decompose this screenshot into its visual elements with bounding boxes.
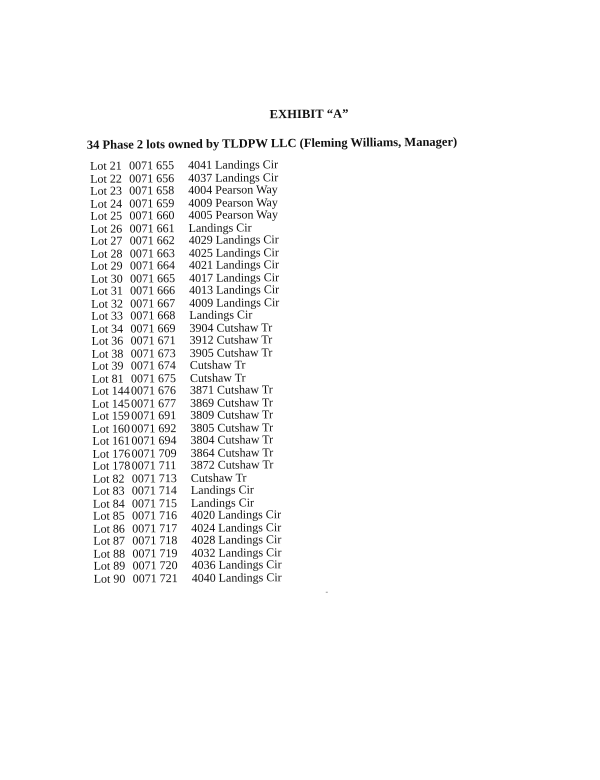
lot-number: Lot 39 bbox=[91, 358, 124, 373]
parcel-number: 0071 691 bbox=[131, 408, 177, 423]
parcel-number: 0071 714 bbox=[131, 483, 177, 498]
lot-number: Lot 144 bbox=[91, 383, 130, 398]
parcel-number: 0071 667 bbox=[130, 295, 176, 310]
lot-number: Lot 89 bbox=[93, 558, 126, 573]
parcel-number: 0071 669 bbox=[130, 320, 176, 335]
parcel-number: 0071 671 bbox=[130, 333, 176, 348]
lot-number: Lot 24 bbox=[90, 196, 123, 211]
lot-address: 4036 Landings Cir bbox=[191, 557, 282, 572]
scan-speck bbox=[326, 592, 328, 593]
lot-address: 3912 Cutshaw Tr bbox=[189, 332, 273, 347]
lot-number: Lot 86 bbox=[93, 521, 125, 536]
parcel-number: 0071 719 bbox=[132, 545, 178, 560]
lot-number: Lot 81 bbox=[91, 371, 124, 386]
lot-address: Landings Cir bbox=[190, 482, 254, 497]
parcel-number: 0071 668 bbox=[130, 308, 176, 323]
lot-number: Lot 176 bbox=[92, 445, 131, 461]
lot-address: 3809 Cutshaw Tr bbox=[190, 407, 273, 422]
lot-address: 4009 Landings Cir bbox=[189, 294, 280, 310]
lot-number: Lot 160 bbox=[92, 420, 131, 436]
parcel-number: 0071 656 bbox=[129, 170, 175, 185]
parcel-number: 0071 661 bbox=[129, 220, 175, 235]
lot-number: Lot 87 bbox=[93, 533, 126, 548]
lot-number: Lot 82 bbox=[92, 471, 125, 486]
parcel-number: 0071 717 bbox=[132, 520, 178, 535]
lot-address: 3905 Cutshaw Tr bbox=[189, 344, 273, 360]
lot-number: Lot 21 bbox=[89, 158, 122, 173]
lot-address: 4025 Landings Cir bbox=[188, 244, 279, 260]
lot-number: Lot 34 bbox=[91, 321, 124, 336]
parcel-number: 0071 713 bbox=[131, 470, 177, 485]
lot-number: Lot 29 bbox=[90, 258, 123, 273]
parcel-number: 0071 677 bbox=[131, 395, 177, 410]
lot-address: Landings Cir bbox=[188, 219, 252, 235]
lot-number: Lot 22 bbox=[90, 171, 122, 186]
lot-address: 3904 Cutshaw Tr bbox=[189, 319, 273, 335]
lot-address: 4017 Landings Cir bbox=[188, 269, 280, 285]
lot-list bbox=[0, 155, 600, 585]
lot-address: Landings Cir bbox=[190, 494, 255, 510]
parcel-number: 0071 675 bbox=[130, 370, 176, 385]
lot-address: 4029 Landings Cir bbox=[188, 232, 279, 247]
lot-address: 4028 Landings Cir bbox=[191, 532, 282, 547]
parcel-number: 0071 655 bbox=[128, 158, 175, 173]
parcel-number: 0071 692 bbox=[131, 420, 177, 435]
lot-number: Lot 28 bbox=[90, 246, 123, 261]
parcel-number: 0071 662 bbox=[129, 233, 175, 248]
lot-address: Cutshaw Tr bbox=[189, 369, 246, 385]
lot-address: 4024 Landings Cir bbox=[191, 519, 282, 535]
lot-address: Cutshaw Tr bbox=[190, 469, 247, 485]
parcel-number: 0071 673 bbox=[130, 345, 176, 360]
parcel-number: 0071 716 bbox=[132, 508, 178, 523]
parcel-number: 0071 660 bbox=[129, 208, 175, 223]
parcel-number: 0071 665 bbox=[129, 270, 176, 285]
page-subtitle: 34 Phase 2 lots owned by TLDPW LLC (Fleming Williams, Manager) bbox=[86, 134, 458, 152]
parcel-number: 0071 676 bbox=[130, 383, 177, 398]
parcel-number: 0071 674 bbox=[130, 358, 176, 373]
lot-number: Lot 84 bbox=[92, 496, 125, 511]
lot-address: 3805 Cutshaw Tr bbox=[190, 419, 274, 435]
lot-address: 4037 Landings Cir bbox=[188, 169, 279, 185]
parcel-number: 0071 721 bbox=[132, 570, 178, 585]
lot-address: 3804 Cutshaw Tr bbox=[190, 432, 274, 447]
lot-number: Lot 31 bbox=[91, 283, 123, 298]
parcel-number: 0071 659 bbox=[129, 195, 175, 210]
lot-address: Landings Cir bbox=[189, 307, 253, 322]
parcel-number: 0071 720 bbox=[132, 558, 178, 573]
lot-address: 4040 Landings Cir bbox=[191, 569, 282, 585]
parcel-number: 0071 711 bbox=[131, 458, 177, 473]
lot-address: 3864 Cutshaw Tr bbox=[190, 444, 274, 460]
parcel-number: 0071 694 bbox=[131, 433, 177, 448]
lot-number: Lot 161 bbox=[92, 433, 131, 448]
lot-number: Lot 25 bbox=[90, 208, 123, 223]
lot-address: 3871 Cutshaw Tr bbox=[189, 382, 273, 397]
lot-address: Cutshaw Tr bbox=[189, 357, 246, 372]
lot-number: Lot 83 bbox=[92, 483, 125, 498]
lot-number: Lot 27 bbox=[90, 233, 123, 248]
lot-address: 3872 Cutshaw Tr bbox=[190, 457, 274, 472]
lot-number: Lot 33 bbox=[91, 308, 124, 323]
parcel-number: 0071 663 bbox=[129, 245, 175, 260]
parcel-number: 0071 715 bbox=[131, 495, 178, 510]
parcel-number: 0071 718 bbox=[132, 533, 178, 548]
lot-number: Lot 178 bbox=[92, 458, 131, 473]
lot-number: Lot 85 bbox=[93, 508, 125, 523]
parcel-number: 0071 658 bbox=[129, 183, 175, 198]
lot-number: Lot 30 bbox=[90, 271, 123, 286]
lot-address: 4013 Landings Cir bbox=[189, 282, 280, 297]
parcel-number: 0071 664 bbox=[129, 258, 175, 273]
lot-address: 4004 Pearson Way bbox=[188, 182, 278, 197]
lot-address: 4005 Pearson Way bbox=[188, 207, 279, 222]
page-title: EXHIBIT “A” bbox=[269, 106, 349, 122]
lot-number: Lot 90 bbox=[93, 571, 126, 586]
lot-number: Lot 23 bbox=[90, 183, 123, 198]
lot-number: Lot 36 bbox=[91, 333, 124, 348]
lot-address: 4041 Landings Cir bbox=[187, 157, 279, 172]
parcel-number: 0071 709 bbox=[131, 445, 177, 460]
lot-address: 4020 Landings Cir bbox=[191, 507, 282, 522]
lot-number: Lot 88 bbox=[93, 546, 126, 561]
lot-address: 4021 Landings Cir bbox=[188, 257, 279, 272]
parcel-number: 0071 666 bbox=[130, 283, 176, 298]
lot-address: 3869 Cutshaw Tr bbox=[190, 394, 273, 410]
lot-number: Lot 26 bbox=[90, 221, 123, 236]
lot-address: 4009 Pearson Way bbox=[188, 194, 278, 210]
lot-number: Lot 38 bbox=[91, 346, 124, 361]
lot-number: Lot 145 bbox=[92, 395, 130, 411]
lot-number: Lot 159 bbox=[92, 408, 130, 423]
lot-address: 4032 Landings Cir bbox=[191, 544, 282, 560]
lot-number: Lot 32 bbox=[91, 296, 123, 311]
